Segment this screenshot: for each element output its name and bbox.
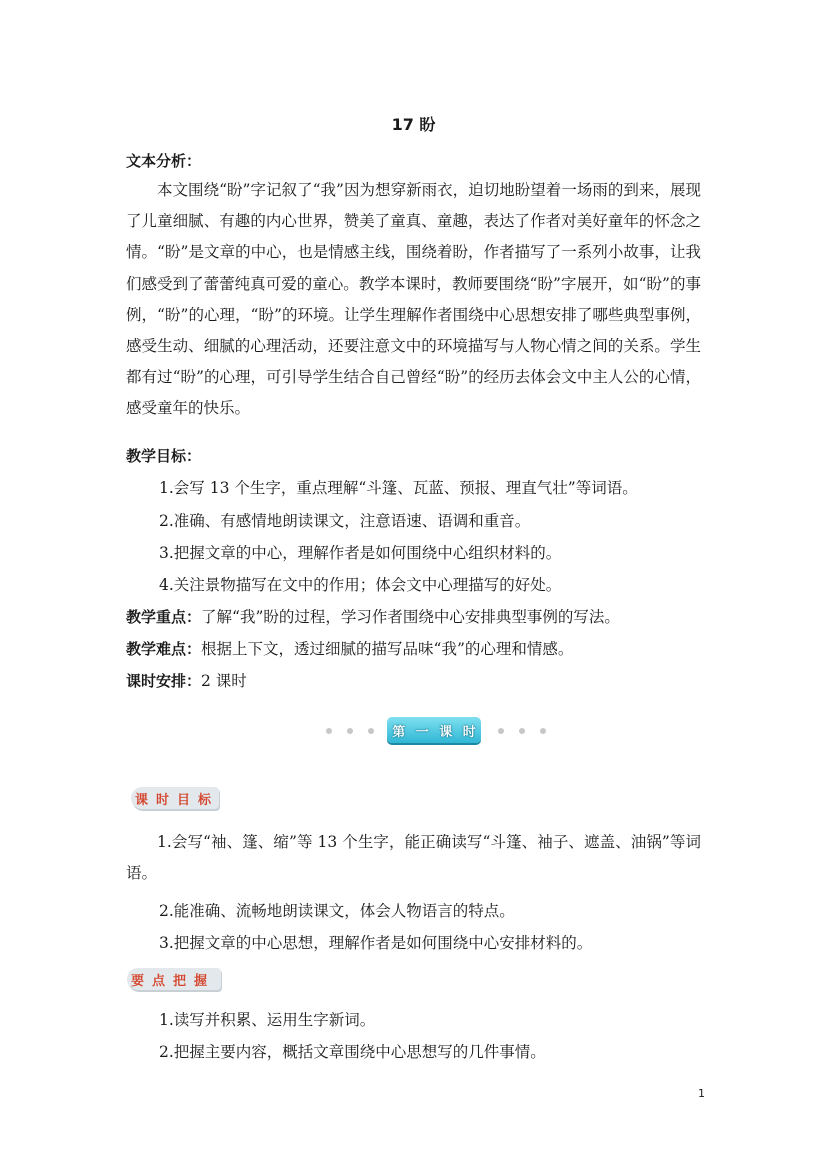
divider-dot — [498, 728, 504, 734]
page-number: 1 — [698, 1087, 705, 1100]
objective-item: 3.把握文章的中心，理解作者是如何围绕中心组织材料的。 — [159, 544, 562, 562]
objective-item: 1.会写 13 个生字，重点理解“斗篷、瓦蓝、预报、理直气壮”等词语。 — [159, 479, 638, 497]
lesson-badge — [387, 717, 481, 743]
analysis-paragraph: 本文围绕“盼”字记叙了“我”因为想穿新雨衣，迫切地盼望着一场雨的到来，展现了儿童细腻、有趣的内心世界，赞美了童真、童趣，表达了作者对美好童年的怀念之情。“盼”是文章的中心，也是情感主线，围绕着盼，作者描写了一系列小故事，让我们感受到了蕾蕾纯真可爱的童心。教学本课时，教师要围绕“盼”字展开，如“盼”的事例，“盼”的心理，“盼”的环境。让学生理解作者围绕中心思想安排了哪些典型事例，感受生动、细腻的心理活动，还要注意文中的环境描写与人物心情之间的关系。学生都有过“盼”的心理，可引导学生结合自己曾经“盼”的经历去体会文中主人公的心情，感受童年的快乐。 — [126, 181, 701, 418]
badge-char: 时 — [462, 724, 476, 740]
divider-dot — [540, 728, 546, 734]
key-point-row — [126, 605, 620, 627]
key-point-label: 教学重点： — [126, 608, 202, 626]
objective-item: 4.关注景物描写在文中的作用；体会文中心理描写的好处。 — [159, 576, 562, 594]
objectives-heading: 教学目标： — [126, 447, 202, 465]
analysis-heading: 文本分析： — [126, 152, 202, 170]
difficulty-row — [126, 637, 573, 659]
divider-dot — [368, 728, 374, 734]
difficulty-label: 教学难点： — [126, 640, 202, 658]
schedule-text: 2 课时 — [201, 672, 247, 690]
key-grasp-item: 2.把握主要内容，概括文章围绕中心思想写的几件事情。 — [159, 1043, 546, 1061]
divider-dot — [347, 728, 353, 734]
lesson-divider — [0, 714, 827, 748]
divider-dot — [326, 728, 332, 734]
key-grasp-tag: 要 点 把 握 — [127, 968, 221, 990]
difficulty-text: 根据上下文，透过细腻的描写品味“我”的心理和情感。 — [201, 640, 574, 658]
lesson-goals-tag: 课 时 目 标 — [131, 787, 219, 809]
objective-item: 2.准确、有感情地朗读课文，注意语速、语调和重音。 — [159, 512, 531, 530]
schedule-row — [126, 669, 247, 691]
badge-char: 一 — [415, 724, 429, 740]
lesson-goal-item: 2.能准确、流畅地朗读课文，体会人物语言的特点。 — [159, 902, 515, 920]
page-title: 17 盼 — [391, 115, 436, 134]
schedule-label: 课时安排： — [126, 672, 202, 690]
divider-dot — [519, 728, 525, 734]
lesson-goal-item: 1.会写“袖、篷、缩”等 13 个生字，能正确读写“斗篷、袖子、遮盖、油锅”等词语。 — [126, 833, 701, 882]
badge-char: 课 — [439, 724, 453, 740]
badge-char: 第 — [392, 724, 406, 740]
key-point-text: 了解“我”盼的过程，学习作者围绕中心安排典型事例的写法。 — [201, 608, 620, 626]
lesson-goal-item: 3.把握文章的中心思想，理解作者是如何围绕中心安排材料的。 — [159, 934, 593, 952]
key-grasp-item: 1.读写并积累、运用生字新词。 — [159, 1011, 376, 1029]
